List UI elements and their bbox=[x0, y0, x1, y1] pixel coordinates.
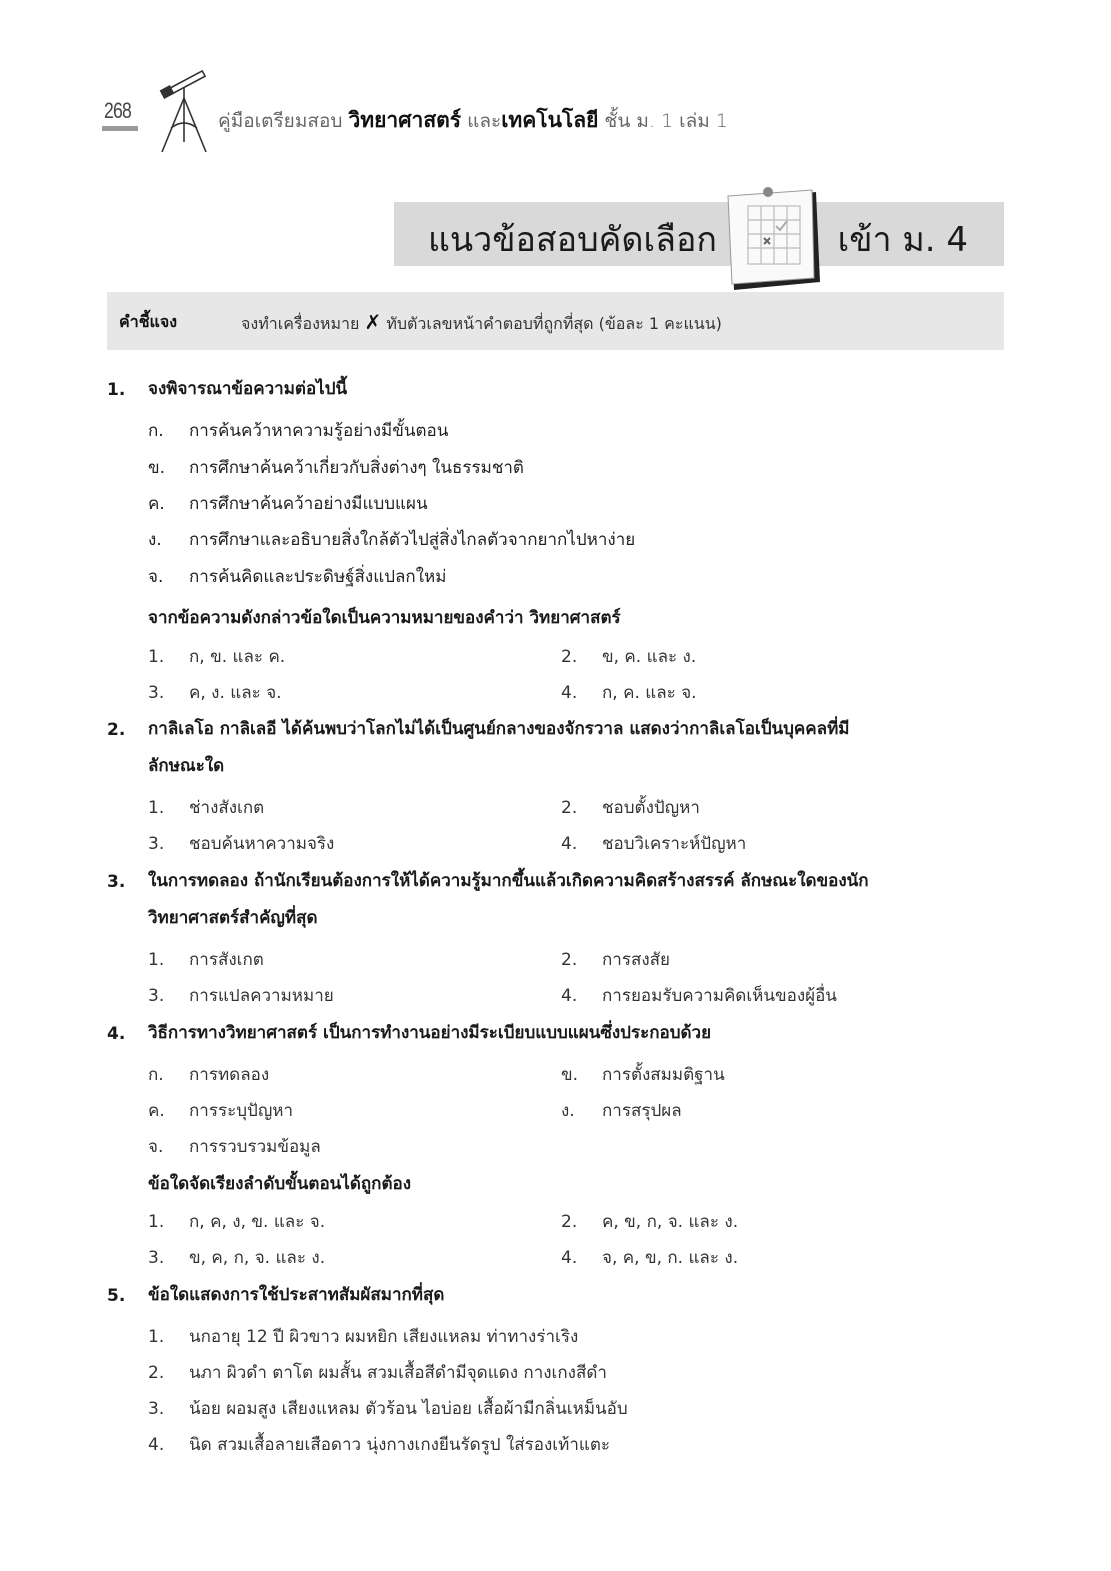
question-prompt: จากข้อความดังกล่าวข้อใดเป็นความหมายของคำว่า วิทยาศาสตร์ bbox=[148, 608, 621, 628]
page-number-underline bbox=[102, 126, 138, 131]
x-mark-icon: ✗ bbox=[364, 310, 382, 334]
answer-option[interactable]: 3. ชอบค้นหาความจริง bbox=[148, 834, 335, 854]
statement: ค. การศึกษาค้นคว้าอย่างมีแบบแผน bbox=[148, 494, 428, 514]
statement: ข. การตั้งสมมติฐาน bbox=[561, 1065, 725, 1085]
instruction-label: คำชี้แจง bbox=[119, 312, 178, 331]
instruction-text: จงทำเครื่องหมาย ✗ ทับตัวเลขหน้าคำตอบที่ถูกที่สุด (ข้อละ 1 คะแนน) bbox=[241, 310, 722, 334]
question-prompt: ข้อใดจัดเรียงลำดับขั้นตอนได้ถูกต้อง bbox=[148, 1174, 412, 1194]
answer-option[interactable]: 2. ค, ข, ก, จ. และ ง. bbox=[561, 1212, 739, 1232]
statement: ค. การระบุปัญหา bbox=[148, 1101, 294, 1121]
answer-option[interactable]: 1. ก, ข. และ ค. bbox=[148, 647, 286, 667]
answer-option[interactable]: 4. ชอบวิเคราะห์ปัญหา bbox=[561, 834, 747, 854]
answer-option[interactable]: 1. ช่างสังเกต bbox=[148, 798, 265, 818]
answer-option[interactable]: 4. การยอมรับความคิดเห็นของผู้อื่น bbox=[561, 986, 837, 1006]
statement: จ. การรวบรวมข้อมูล bbox=[148, 1137, 321, 1157]
answer-option[interactable]: 1. ก, ค, ง, ข. และ จ. bbox=[148, 1212, 326, 1232]
answer-option[interactable]: 2. ชอบตั้งปัญหา bbox=[561, 798, 700, 818]
answer-option[interactable]: 4. นิด สวมเสื้อลายเสือดาว นุ่งกางเกงยีนรัดรูป ใส่รองเท้าแตะ bbox=[148, 1435, 610, 1455]
answer-option[interactable]: 3. การแปลความหมาย bbox=[148, 986, 334, 1006]
answer-option[interactable]: 4. ก, ค. และ จ. bbox=[561, 683, 697, 703]
answer-option[interactable]: 2. ข, ค. และ ง. bbox=[561, 647, 697, 667]
statement: ง. การศึกษาและอธิบายสิ่งใกล้ตัวไปสู่สิ่งไกลตัวจากยากไปหาง่าย bbox=[148, 530, 636, 550]
answer-option[interactable]: 3. ข, ค, ก, จ. และ ง. bbox=[148, 1248, 326, 1268]
telescope-icon bbox=[156, 70, 212, 154]
answer-option[interactable]: 4. จ, ค, ข, ก. และ ง. bbox=[561, 1248, 739, 1268]
statement: จ. การค้นคิดและประดิษฐ์สิ่งแปลกใหม่ bbox=[148, 567, 447, 587]
calendar-note-icon bbox=[724, 186, 822, 290]
statement: ก. การค้นคว้าหาความรู้อย่างมีขั้นตอน bbox=[148, 421, 449, 441]
answer-option[interactable]: 2. นภา ผิวดำ ตาโต ผมสั้น สวมเสื้อสีดำมีจุดแดง กางเกงสีดำ bbox=[148, 1363, 607, 1383]
banner-grade: เข้า ม. 4 bbox=[837, 220, 968, 260]
book-title: คู่มือเตรียมสอบ วิทยาศาสตร์ และเทคโนโลยี ชั้น ม. 1 เล่ม 1 bbox=[218, 108, 728, 132]
running-header bbox=[100, 70, 1000, 160]
banner-title: แนวข้อสอบคัดเลือก bbox=[428, 220, 717, 260]
answer-option[interactable]: 1. นกอายุ 12 ปี ผิวขาว ผมหยิก เสียงแหลม ท่าทางร่าเริง bbox=[148, 1327, 579, 1347]
statement: ง. การสรุปผล bbox=[561, 1101, 682, 1121]
answer-option[interactable]: 3. ค, ง. และ จ. bbox=[148, 683, 282, 703]
statement: ข. การศึกษาค้นคว้าเกี่ยวกับสิ่งต่างๆ ในธรรมชาติ bbox=[148, 458, 524, 478]
answer-option[interactable]: 1. การสังเกต bbox=[148, 950, 264, 970]
instruction-box bbox=[107, 292, 1004, 350]
answer-option[interactable]: 3. น้อย ผอมสูง เสียงแหลม ตัวร้อน ไอบ่อย เสื้อผ้ามีกลิ่นเหม็นอับ bbox=[148, 1399, 628, 1419]
answer-option[interactable]: 2. การสงสัย bbox=[561, 950, 670, 970]
section-banner bbox=[394, 202, 1004, 266]
page-number: 268 bbox=[104, 98, 131, 123]
statement: ก. การทดลอง bbox=[148, 1065, 270, 1085]
